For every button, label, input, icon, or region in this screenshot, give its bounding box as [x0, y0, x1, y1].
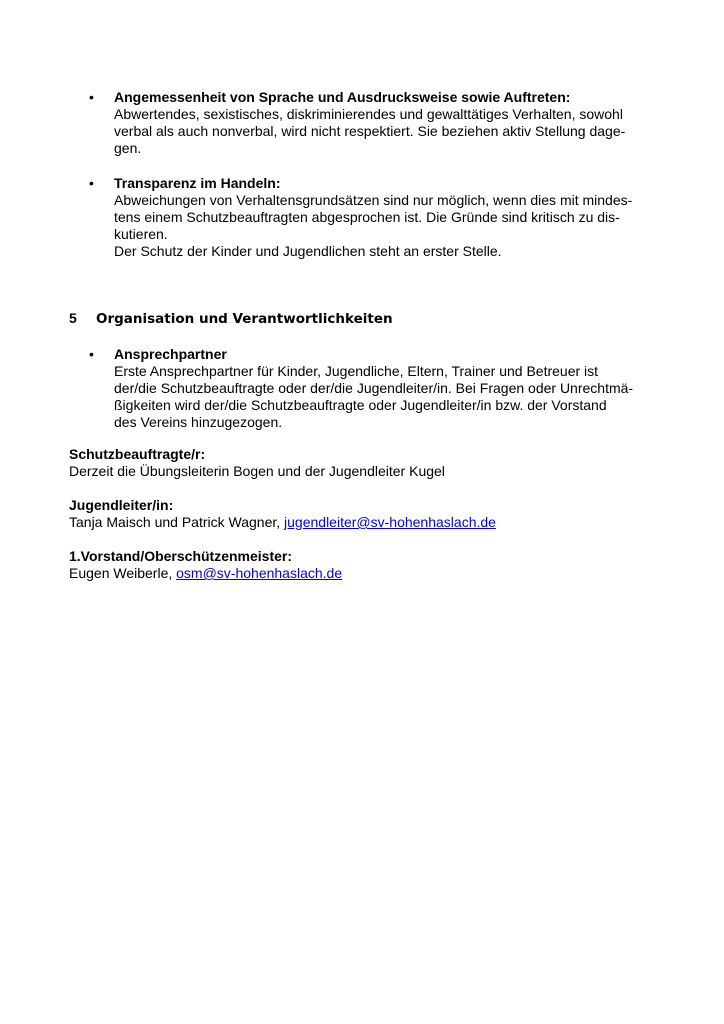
paragraph-line: Erste Ansprechpartner für Kinder, Jugendliche, Eltern, Trainer und Betreuer ist: [114, 363, 599, 379]
paragraph-line: verbal als auch nonverbal, wird nicht respektiert. Sie beziehen aktiv Stellung dage-: [114, 123, 626, 139]
paragraph-line: ßigkeiten wird der/die Schutzbeauftragte oder Jugendleiter/in bzw. der Vorstand: [114, 397, 607, 413]
contact-jugendleiter: [69, 497, 649, 531]
list-item-title: Angemessenheit von Sprache und Ausdrucksweise sowie Auftreten:: [114, 89, 571, 105]
contact-line: [69, 565, 649, 582]
contact-vorstand: [69, 548, 649, 582]
list-item-body: [114, 346, 654, 431]
paragraph-line: des Vereins hinzugezogen.: [114, 414, 283, 430]
contact-title: 1.Vorstand/Oberschützenmeister:: [69, 548, 293, 564]
list-item-title: Transparenz im Handeln:: [114, 175, 281, 191]
section-heading: [69, 310, 393, 328]
contact-schutzbeauftragte: [69, 446, 649, 480]
section-title: Organisation und Verantwortlichkeiten: [96, 311, 393, 327]
list-item-title: Ansprechpartner: [114, 346, 227, 362]
paragraph-line: tens einem Schutzbeauftragten abgesprochen ist. Die Gründe sind kritisch zu dis-: [114, 209, 620, 225]
paragraph-line: Abweichungen von Verhaltensgrundsätzen sind nur möglich, wenn dies mit mindes-: [114, 192, 633, 208]
paragraph-line: Der Schutz der Kinder und Jugendlichen steht an erster Stelle.: [114, 243, 502, 259]
contact-text: Eugen Weiberle,: [69, 565, 177, 581]
contact-text: Tanja Maisch und Patrick Wagner,: [69, 514, 285, 530]
jugendleiter-email-link[interactable]: jugendleiter@sv-hohenhaslach.de: [284, 514, 496, 530]
bullet-icon: •: [89, 89, 94, 105]
contact-text: Derzeit die Übungsleiterin Bogen und der Jugendleiter Kugel: [69, 463, 445, 479]
paragraph-line: der/die Schutzbeauftragte oder der/die Jugendleiter/in. Bei Fragen oder Unrechtmä-: [114, 380, 634, 396]
paragraph-line: gen.: [114, 140, 142, 156]
paragraph-line: kutieren.: [114, 226, 168, 242]
contact-title: Schutzbeauftragte/r:: [69, 446, 206, 462]
list-item-body: [114, 175, 654, 260]
contact-title: Jugendleiter/in:: [69, 497, 174, 513]
section-number: 5: [69, 310, 77, 326]
bullet-icon: •: [89, 346, 94, 362]
contact-line: [69, 514, 649, 531]
vorstand-email-link[interactable]: osm@sv-hohenhaslach.de: [176, 565, 343, 581]
paragraph-line: Abwertendes, sexistisches, diskriminierendes und gewalttätiges Verhalten, sowohl: [114, 106, 623, 122]
bullet-icon: •: [89, 175, 94, 191]
list-item-body: [114, 89, 654, 157]
